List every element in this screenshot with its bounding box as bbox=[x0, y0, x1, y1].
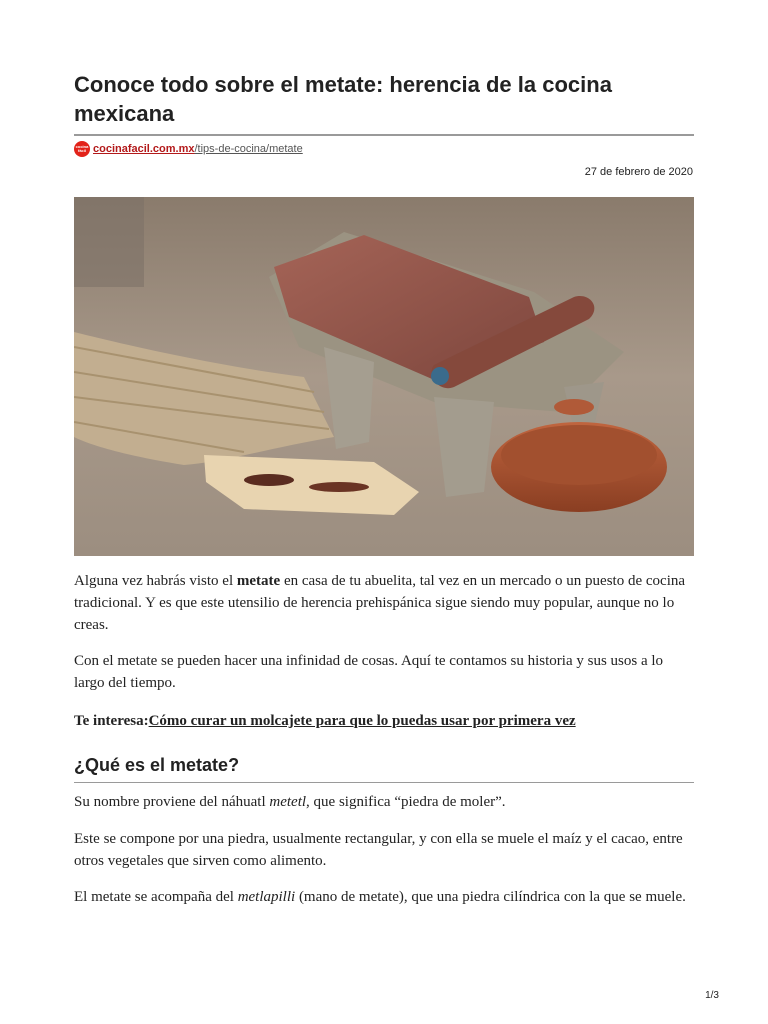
article-title: Conoce todo sobre el metate: herencia de la cocina mexicana bbox=[74, 72, 612, 126]
related-label: Te interesa: bbox=[74, 713, 149, 729]
source-domain[interactable]: cocinafacil.com.mx bbox=[93, 143, 195, 155]
paragraph-name-origin: Su nombre proviene del náhuatl metetl, que significa “piedra de moler”. bbox=[74, 794, 506, 810]
section-heading: ¿Qué es el metate? bbox=[74, 755, 240, 775]
source-path[interactable]: /tips-de-cocina/metate bbox=[194, 143, 303, 155]
paragraph-intro: Alguna vez habrás visto el metate en casa de tu abuelita, tal vez en un mercado o un puesto de cocina tradicional. Y es que este utensilio de herencia prehispánica sigue siendo muy popular, aunque no lo creas. bbox=[74, 573, 686, 633]
paragraph-uses: Con el metate se pueden hacer una infinidad de cosas. Aquí te contamos su historia y sus usos a lo largo del tiempo. bbox=[74, 653, 664, 691]
section-divider bbox=[74, 782, 694, 783]
related-link[interactable]: Cómo curar un molcajete para que lo puedas usar por primera vez bbox=[148, 713, 576, 729]
paragraph-composition: Este se compone por una piedra, usualmente rectangular, y con ella se muele el maíz y el cacao, entre otros vegetales que sirven como alimento. bbox=[74, 831, 683, 869]
source-link[interactable] bbox=[74, 141, 303, 157]
paragraph-metlapilli: El metate se acompaña del metlapilli (mano de metate), que una piedra cilíndrica con la que se muele. bbox=[74, 889, 686, 905]
title-divider bbox=[74, 134, 694, 136]
hero-image bbox=[74, 197, 694, 556]
related-article bbox=[74, 710, 694, 732]
publish-date: 27 de febrero de 2020 bbox=[584, 166, 693, 178]
page-number: 1/3 bbox=[705, 990, 719, 1001]
site-favicon-icon: cocina fácil bbox=[74, 141, 90, 157]
